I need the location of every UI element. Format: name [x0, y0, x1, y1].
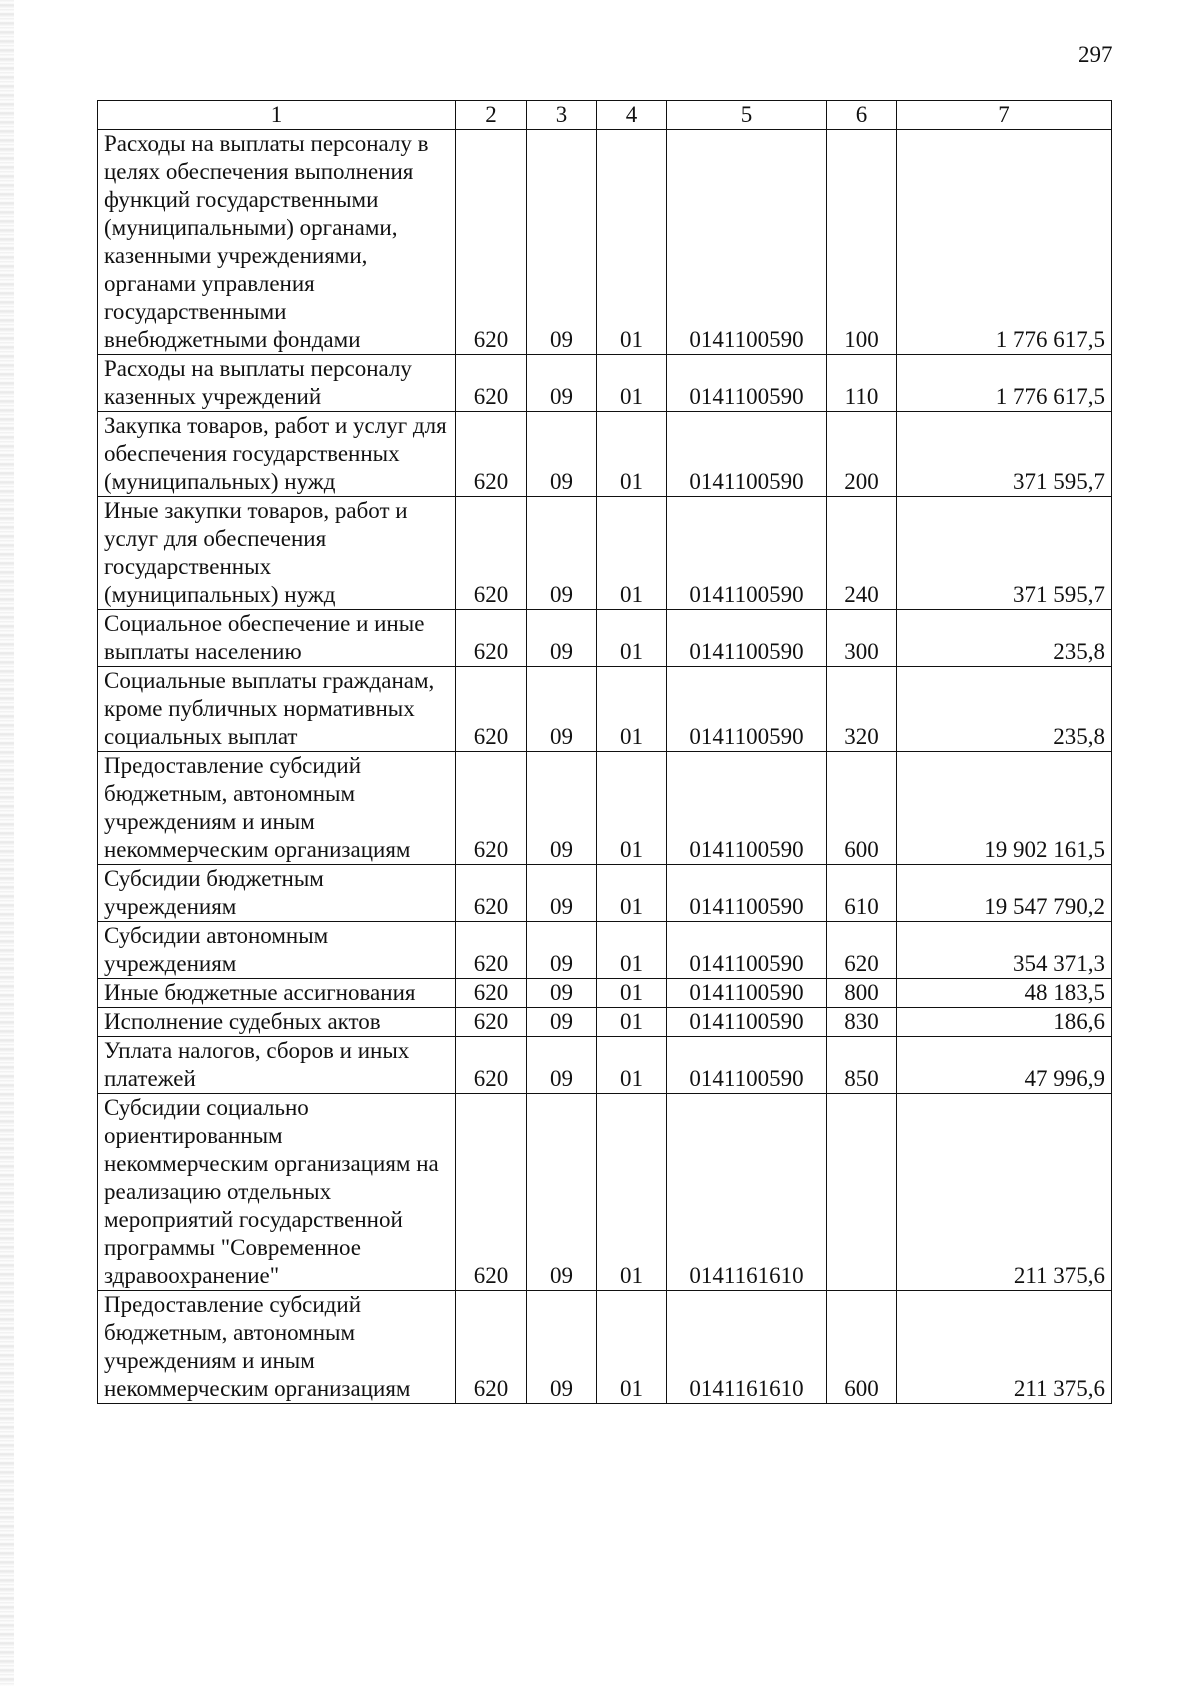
row-pr-cell: 01 [597, 865, 667, 922]
row-csr-cell: 0141100590 [667, 752, 827, 865]
row-vr-cell [827, 1094, 897, 1291]
row-pr-cell: 01 [597, 667, 667, 752]
row-ved-cell: 620 [456, 1094, 527, 1291]
row-csr-cell: 0141100590 [667, 497, 827, 610]
row-vr-cell: 600 [827, 752, 897, 865]
row-amount-cell: 1 776 617,5 [897, 130, 1112, 355]
table-row [98, 1094, 1112, 1291]
header-cell-2: 2 [456, 101, 527, 130]
row-ved-cell: 620 [456, 667, 527, 752]
header-cell-7: 7 [897, 101, 1112, 130]
row-name-cell: Предоставление субсидий бюджетным, автономным учреждениям и иным некоммерческим организациям [98, 752, 456, 865]
row-amount-cell: 47 996,9 [897, 1037, 1112, 1094]
row-rz-cell: 09 [527, 412, 597, 497]
row-ved-cell: 620 [456, 1291, 527, 1404]
row-pr-cell: 01 [597, 752, 667, 865]
row-name-cell: Иные закупки товаров, работ и услуг для обеспечения государственных (муниципальных) нужд [98, 497, 456, 610]
row-vr-cell: 800 [827, 979, 897, 1008]
table-row [98, 865, 1112, 922]
row-amount-cell: 19 902 161,5 [897, 752, 1112, 865]
row-csr-cell: 0141100590 [667, 412, 827, 497]
scan-edge [0, 0, 14, 1686]
row-ved-cell: 620 [456, 1008, 527, 1037]
row-rz-cell: 09 [527, 752, 597, 865]
table-row [98, 355, 1112, 412]
row-csr-cell: 0141100590 [667, 610, 827, 667]
row-amount-cell: 371 595,7 [897, 497, 1112, 610]
row-ved-cell: 620 [456, 922, 527, 979]
header-cell-6: 6 [827, 101, 897, 130]
table-row [98, 922, 1112, 979]
row-vr-cell: 240 [827, 497, 897, 610]
row-rz-cell: 09 [527, 1008, 597, 1037]
table-row [98, 412, 1112, 497]
row-amount-cell: 19 547 790,2 [897, 865, 1112, 922]
row-rz-cell: 09 [527, 922, 597, 979]
row-vr-cell: 110 [827, 355, 897, 412]
header-cell-3: 3 [527, 101, 597, 130]
row-pr-cell: 01 [597, 1291, 667, 1404]
row-amount-cell: 186,6 [897, 1008, 1112, 1037]
row-pr-cell: 01 [597, 355, 667, 412]
row-csr-cell: 0141100590 [667, 1037, 827, 1094]
row-name-cell: Субсидии бюджетным учреждениям [98, 865, 456, 922]
row-amount-cell: 354 371,3 [897, 922, 1112, 979]
row-rz-cell: 09 [527, 130, 597, 355]
row-amount-cell: 211 375,6 [897, 1291, 1112, 1404]
row-rz-cell: 09 [527, 497, 597, 610]
row-rz-cell: 09 [527, 355, 597, 412]
row-name-cell: Исполнение судебных актов [98, 1008, 456, 1037]
row-name-cell: Иные бюджетные ассигнования [98, 979, 456, 1008]
table-row [98, 497, 1112, 610]
row-amount-cell: 235,8 [897, 667, 1112, 752]
row-rz-cell: 09 [527, 1037, 597, 1094]
row-csr-cell: 0141100590 [667, 865, 827, 922]
row-vr-cell: 850 [827, 1037, 897, 1094]
row-amount-cell: 48 183,5 [897, 979, 1112, 1008]
row-pr-cell: 01 [597, 610, 667, 667]
row-vr-cell: 300 [827, 610, 897, 667]
row-csr-cell: 0141161610 [667, 1291, 827, 1404]
row-rz-cell: 09 [527, 1094, 597, 1291]
row-ved-cell: 620 [456, 130, 527, 355]
row-pr-cell: 01 [597, 412, 667, 497]
row-pr-cell: 01 [597, 1037, 667, 1094]
table-header-row [98, 101, 1112, 130]
row-ved-cell: 620 [456, 412, 527, 497]
row-pr-cell: 01 [597, 922, 667, 979]
row-name-cell: Расходы на выплаты персоналу в целях обеспечения выполнения функций государственными (муниципальными) органами, казенными учреждениями, органами управления государственными внебюджетными фондами [98, 130, 456, 355]
row-vr-cell: 100 [827, 130, 897, 355]
page-number: 297 [1078, 42, 1113, 67]
table-row [98, 1291, 1112, 1404]
row-pr-cell: 01 [597, 979, 667, 1008]
row-name-cell: Субсидии автономным учреждениям [98, 922, 456, 979]
row-ved-cell: 620 [456, 865, 527, 922]
row-vr-cell: 200 [827, 412, 897, 497]
row-rz-cell: 09 [527, 610, 597, 667]
row-csr-cell: 0141100590 [667, 922, 827, 979]
row-amount-cell: 1 776 617,5 [897, 355, 1112, 412]
row-csr-cell: 0141100590 [667, 1008, 827, 1037]
row-csr-cell: 0141100590 [667, 667, 827, 752]
row-ved-cell: 620 [456, 355, 527, 412]
row-name-cell: Закупка товаров, работ и услуг для обеспечения государственных (муниципальных) нужд [98, 412, 456, 497]
row-csr-cell: 0141100590 [667, 355, 827, 412]
table-row [98, 667, 1112, 752]
row-rz-cell: 09 [527, 667, 597, 752]
table-row [98, 1037, 1112, 1094]
row-pr-cell: 01 [597, 130, 667, 355]
table-row [98, 610, 1112, 667]
row-ved-cell: 620 [456, 497, 527, 610]
header-cell-5: 5 [667, 101, 827, 130]
row-amount-cell: 235,8 [897, 610, 1112, 667]
header-cell-1: 1 [98, 101, 456, 130]
table-row [98, 1008, 1112, 1037]
row-rz-cell: 09 [527, 865, 597, 922]
row-name-cell: Субсидии социально ориентированным некоммерческим организациям на реализацию отдельных мероприятий государственной программы "Современное здравоохранение" [98, 1094, 456, 1291]
row-ved-cell: 620 [456, 979, 527, 1008]
header-cell-4: 4 [597, 101, 667, 130]
row-csr-cell: 0141100590 [667, 130, 827, 355]
row-pr-cell: 01 [597, 1008, 667, 1037]
row-vr-cell: 620 [827, 922, 897, 979]
row-vr-cell: 830 [827, 1008, 897, 1037]
row-ved-cell: 620 [456, 752, 527, 865]
table-row [98, 979, 1112, 1008]
row-vr-cell: 610 [827, 865, 897, 922]
row-pr-cell: 01 [597, 497, 667, 610]
table-row [98, 752, 1112, 865]
row-rz-cell: 09 [527, 979, 597, 1008]
row-amount-cell: 211 375,6 [897, 1094, 1112, 1291]
row-pr-cell: 01 [597, 1094, 667, 1291]
row-name-cell: Уплата налогов, сборов и иных платежей [98, 1037, 456, 1094]
row-vr-cell: 600 [827, 1291, 897, 1404]
row-vr-cell: 320 [827, 667, 897, 752]
table-row [98, 130, 1112, 355]
row-name-cell: Расходы на выплаты персоналу казенных учреждений [98, 355, 456, 412]
row-csr-cell: 0141100590 [667, 979, 827, 1008]
row-csr-cell: 0141161610 [667, 1094, 827, 1291]
row-name-cell: Социальные выплаты гражданам, кроме публичных нормативных социальных выплат [98, 667, 456, 752]
budget-table [97, 100, 1112, 1404]
row-ved-cell: 620 [456, 610, 527, 667]
row-ved-cell: 620 [456, 1037, 527, 1094]
row-rz-cell: 09 [527, 1291, 597, 1404]
row-name-cell: Предоставление субсидий бюджетным, автономным учреждениям и иным некоммерческим организациям [98, 1291, 456, 1404]
row-amount-cell: 371 595,7 [897, 412, 1112, 497]
row-name-cell: Социальное обеспечение и иные выплаты населению [98, 610, 456, 667]
